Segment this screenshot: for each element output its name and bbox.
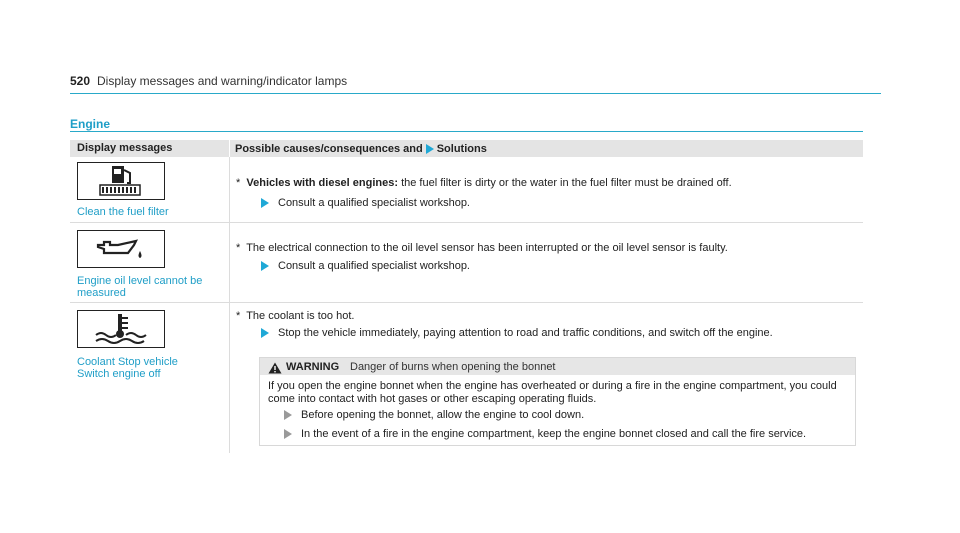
cause-text — [236, 242, 728, 255]
table-row — [70, 303, 863, 453]
column-header-causes-solutions — [235, 143, 487, 155]
page-number: 520 — [70, 74, 91, 88]
cause-text — [236, 177, 732, 190]
warning-body: If you open the engine bonnet when the engine has overheated or during a fire in the engine compartment, you could come into contact with hot gases or other escaping operating fluids. — [268, 380, 837, 405]
bullet-marker: * — [236, 310, 241, 322]
step-text: In the event of a fire in the engine compartment, keep the engine bonnet closed and call the fire service. — [301, 428, 807, 440]
solution-step — [261, 327, 773, 339]
cause-body: The coolant is too hot. — [246, 310, 355, 322]
warning-label: WARNING — [286, 361, 340, 373]
arrow-icon — [426, 144, 434, 154]
message-coolant: Coolant Stop vehicle Switch engine off — [77, 356, 178, 380]
page-title: Display messages and warning/indicator lamps — [97, 74, 348, 88]
coolant-temperature-icon — [77, 310, 165, 348]
column-header-display-messages: Display messages — [77, 142, 173, 154]
warning-step — [284, 409, 584, 421]
warning-triangle-icon — [268, 361, 282, 379]
message-clean-fuel-filter: Clean the fuel filter — [77, 206, 169, 218]
arrow-icon — [261, 328, 269, 338]
display-messages-table — [70, 140, 863, 453]
solution-step — [261, 197, 470, 209]
cause-text — [236, 310, 354, 323]
column-header-suffix: Solutions — [436, 143, 487, 155]
table-header — [70, 140, 863, 157]
warning-heading: Danger of burns when opening the bonnet — [350, 361, 556, 373]
step-text: Before opening the bonnet, allow the engine to cool down. — [301, 409, 585, 421]
solution-step — [261, 260, 470, 272]
arrow-icon — [284, 410, 292, 420]
fuel-filter-icon — [77, 162, 165, 200]
cause-body: the fuel filter is dirty or the water in the fuel filter must be drained off. — [398, 177, 732, 189]
warning-header — [260, 358, 855, 375]
message-oil-level: Engine oil level cannot be measured — [77, 275, 203, 299]
table-row — [70, 223, 863, 303]
cause-body: The electrical connection to the oil level sensor has been interrupted or the oil level sensor is faulty. — [246, 242, 728, 254]
oil-can-icon — [77, 230, 165, 268]
arrow-icon — [261, 198, 269, 208]
bullet-marker: * — [236, 177, 241, 189]
table-row — [70, 157, 863, 223]
step-text: Consult a qualified specialist workshop. — [278, 260, 470, 272]
section-divider — [70, 131, 863, 132]
arrow-icon — [261, 261, 269, 271]
arrow-icon — [284, 429, 292, 439]
header-divider — [229, 140, 230, 157]
warning-step — [284, 428, 806, 440]
section-title: Engine — [70, 117, 111, 131]
cause-bold: Vehicles with diesel engines: — [246, 177, 399, 189]
page-header — [70, 74, 881, 94]
bullet-marker: * — [236, 242, 241, 254]
step-text: Consult a qualified specialist workshop. — [278, 197, 470, 209]
column-header-prefix: Possible causes/consequences and — [235, 143, 423, 155]
step-text: Stop the vehicle immediately, paying attention to road and traffic conditions, and switch off the engine. — [278, 327, 773, 339]
warning-box — [259, 357, 856, 446]
